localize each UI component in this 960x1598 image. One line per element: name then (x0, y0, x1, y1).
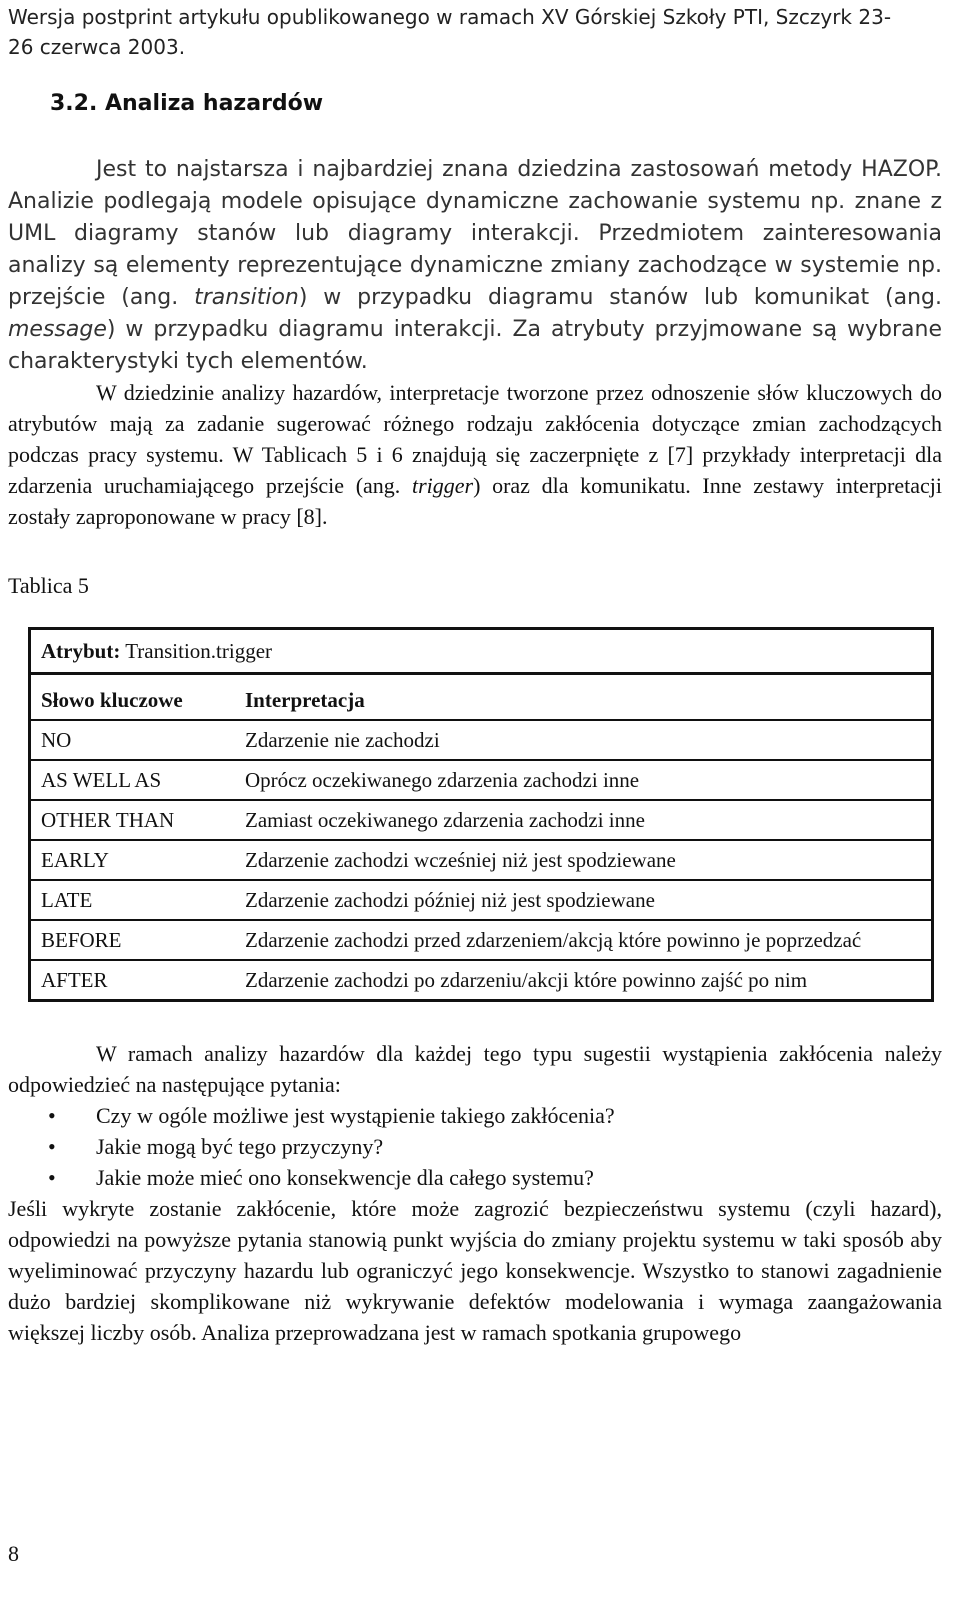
table-row (30, 760, 933, 800)
term-message: message (8, 317, 107, 342)
table-cell-keyword: OTHER THAN (30, 800, 238, 840)
running-header-line2: 26 czerwca 2003. (8, 35, 186, 59)
paragraph-interpretations-part3: ) oraz dla komunikatu. Inne zestawy interpretacji zostały zaproponowane w pracy [8]. (8, 473, 942, 529)
bullet-icon: • (48, 1165, 56, 1190)
table-row (30, 920, 933, 960)
running-header-line1: Wersja postprint artykułu opublikowanego w ramach XV Górskiej Szkoły PTI, Szczyrk 23- (8, 5, 892, 29)
table-row (30, 840, 933, 880)
table-cell-interpretation: Zdarzenie zachodzi wcześniej niż jest spodziewane (237, 840, 933, 880)
table-attribute-label: Atrybut: (41, 639, 121, 663)
table-cell-keyword: LATE (30, 880, 238, 920)
question-text: Czy w ogóle możliwe jest wystąpienie takiego zakłócenia? (96, 1103, 615, 1128)
table-cell-interpretation: Zdarzenie nie zachodzi (237, 720, 933, 760)
paragraph-interpretations-part1: W dziedzinie analizy hazardów, interpretacje tworzone przez odnoszenie słów kluczowych do atrybutów mają za zadanie sugerować różnego rodzaju zakłócenia dotyczące zmian zachodzących podczas pracy systemu. W Tablicach 5 i 6 znajdują się zaczerpnięte z [7] przykłady interpretacji dla zdarzenia uruchamiającego przejście (ang. (8, 380, 942, 498)
table-cell-interpretation: Oprócz oczekiwanego zdarzenia zachodzi inne (237, 760, 933, 800)
section-heading: 3.2. Analiza hazardów (50, 91, 324, 116)
table-row (30, 720, 933, 760)
table-header-keyword: Słowo kluczowe (41, 688, 183, 712)
interpretation-table (28, 627, 934, 1002)
table-header-interpretation: Interpretacja (245, 688, 365, 712)
table-attribute-row (30, 629, 933, 674)
page-number: 8 (8, 1541, 19, 1566)
table-attribute-cell (30, 629, 933, 674)
table-row (30, 800, 933, 840)
paragraph-conclusion: Jeśli wykryte zostanie zakłócenie, które może zagrozić bezpieczeństwu systemu (czyli hazard), odpowiedzi na powyższe pytania stanowią punkt wyjścia do zmiany projektu systemu w taki sposób aby wyeliminować przyczyny hazardu lub ograniczyć jego konsekwencje. Wszystko to stanowi zagadnienie dużo bardziej skomplikowane niż wykrywanie defektów modelowania i wymaga zaangażowania większej liczby osób. Analiza przeprowadzana jest w ramach spotkania grupowego (8, 1196, 942, 1345)
question-list-item (8, 1131, 942, 1162)
document-page (8, 0, 942, 1348)
table-gap (30, 674, 933, 682)
table-cell-interpretation: Zdarzenie zachodzi przed zdarzeniem/akcją które powinno je poprzedzać (237, 920, 933, 960)
table-cell-interpretation: Zamiast oczekiwanego zdarzenia zachodzi inne (237, 800, 933, 840)
table-row (30, 880, 933, 920)
table-cell-interpretation: Zdarzenie zachodzi później niż jest spodziewane (237, 880, 933, 920)
table-cell-keyword: NO (30, 720, 238, 760)
table-caption: Tablica 5 (8, 573, 89, 598)
paragraph-hazard-intro-part1: Jest to najstarsza i najbardziej znana dziedzina zastosowań metody HAZOP. Analizie podlegają modele opisujące dynamiczne zachowanie systemu np. znane z UML diagramy stanów lub diagramy interakcji. (8, 157, 942, 246)
table-attribute-value: Transition.trigger (120, 639, 273, 663)
table-cell-interpretation: Zdarzenie zachodzi po zdarzeniu/akcji które powinno zajść po nim (237, 960, 933, 1001)
question-text: Jakie może mieć ono konsekwencje dla całego systemu? (96, 1165, 594, 1190)
table-cell-keyword: EARLY (30, 840, 238, 880)
table-cell-keyword: AFTER (30, 960, 238, 1001)
paragraph-hazard-intro-part6: ) w przypadku diagramu interakcji. Za atrybuty przyjmowane są wybrane charakterystyki tych elementów. (8, 317, 942, 374)
bullet-icon: • (48, 1134, 56, 1159)
paragraph-hazard-intro-part4: ) w przypadku diagramu stanów lub komunikat (ang. (298, 285, 942, 310)
question-list (8, 1100, 942, 1193)
table-cell-keyword: BEFORE (30, 920, 238, 960)
paragraph-questions-intro: W ramach analizy hazardów dla każdej tego typu sugestii wystąpienia zakłócenia należy odpowiedzieć na następujące pytania: (8, 1041, 942, 1097)
table-row (30, 960, 933, 1001)
term-trigger: trigger (411, 473, 474, 498)
paragraph-hazard-intro (8, 153, 942, 377)
running-header (8, 2, 942, 62)
bullet-icon: • (48, 1103, 56, 1128)
question-list-item (8, 1100, 942, 1131)
question-text: Jakie mogą być tego przyczyny? (96, 1134, 384, 1159)
question-list-item (8, 1162, 942, 1193)
table-header-row (30, 681, 933, 720)
paragraph-interpretations (8, 377, 942, 532)
term-transition: transition (194, 285, 299, 310)
table-cell-keyword: AS WELL AS (30, 760, 238, 800)
paragraph-hazard-intro-part2: Przedmiotem zainteresowania analizy są elementy reprezentujące dynamiczne zmiany zachodzące w systemie np. przejście (ang. (8, 221, 942, 310)
